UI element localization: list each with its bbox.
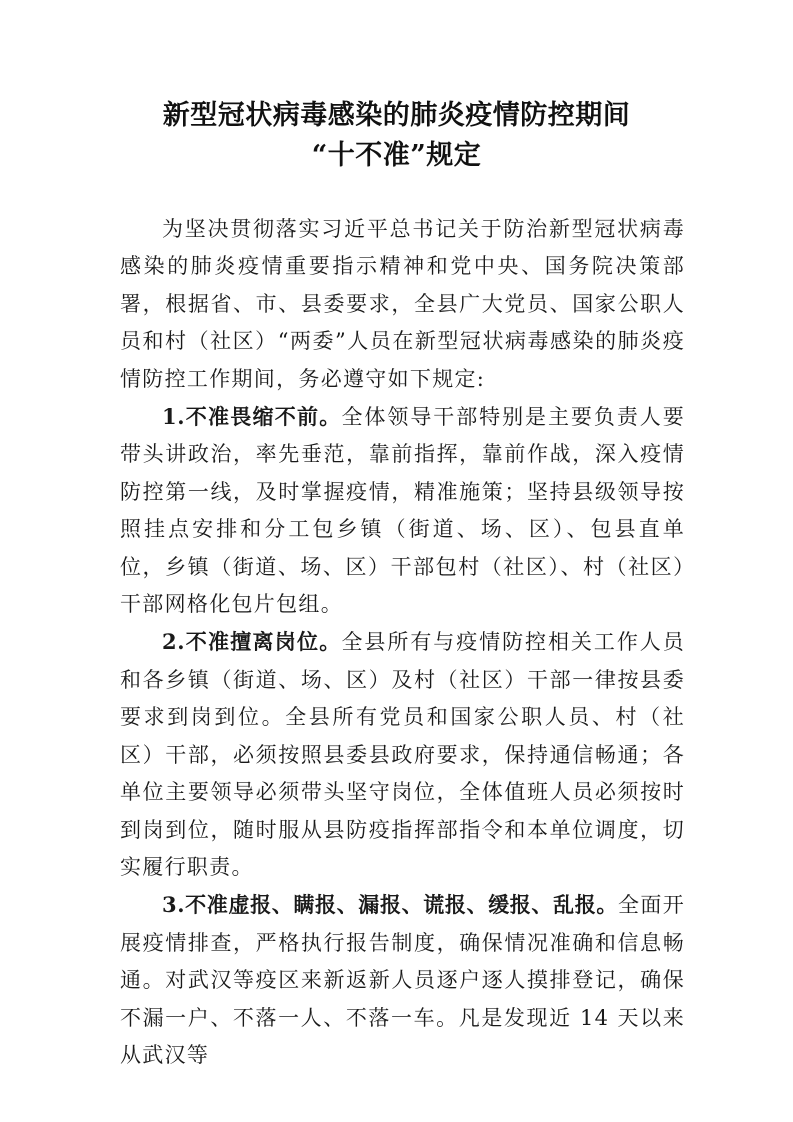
rule-heading-1: 1.不准畏缩不前。 (162, 404, 342, 430)
document-title-line2: “十不准”规定 (311, 140, 482, 171)
intro-paragraph: 为坚决贯彻落实习近平总书记关于防治新型冠状病毒感染的肺炎疫情重要指示精神和党中央、国务院决策部署，根据省、市、县委要求，全县广大党员、国家公职人员和村（社区）“两委”人员在新型冠状病毒感染的肺炎疫情防控工作期间，务必遵守如下规定: (120, 217, 685, 391)
document-body (120, 211, 685, 1074)
rule-paragraph-1 (120, 398, 685, 623)
rule-text-2: 全县所有与疫情防控相关工作人员和各乡镇（街道、场、区）及村（社区）干部一律按县委要求到岗到位。全县所有党员和国家公职人员、村（社区）干部，必须按照县委县政府要求，保持通信畅通；各单位主要领导必须带头坚守岗位，全体值班人员必须按时到岗到位，随时服从县防疫指挥部指令和本单位调度，切实履行职责。 (120, 630, 686, 879)
rule-paragraph-2 (120, 623, 685, 886)
rule-heading-2: 2.不准擅离岗位。 (162, 629, 342, 655)
rule-text-1: 全体领导干部特别是主要负责人要带头讲政治，率先垂范，靠前指挥，靠前作战，深入疫情防控第一线，及时掌握疫情，精准施策；坚持县级领导按照挂点安排和分工包乡镇（街道、场、区）、包县直单位，乡镇（街道、场、区）干部包村（社区）、村（社区）干部网格化包片包组。 (120, 405, 686, 617)
document-title-line1: 新型冠状病毒感染的肺炎疫情防控期间 (162, 100, 631, 131)
rule-text-3: 全面开展疫情排查，严格执行报告制度，确保情况准确和信息畅通。对武汉等疫区来新返新人员逐户逐人摸排登记，确保不漏一户、不落一人、不落一车。凡是发现近 14 天以来从武汉等 (120, 893, 685, 1067)
rule-paragraph-3 (120, 886, 685, 1074)
rule-heading-3: 3.不准虚报、瞒报、漏报、谎报、缓报、乱报。 (162, 892, 619, 918)
